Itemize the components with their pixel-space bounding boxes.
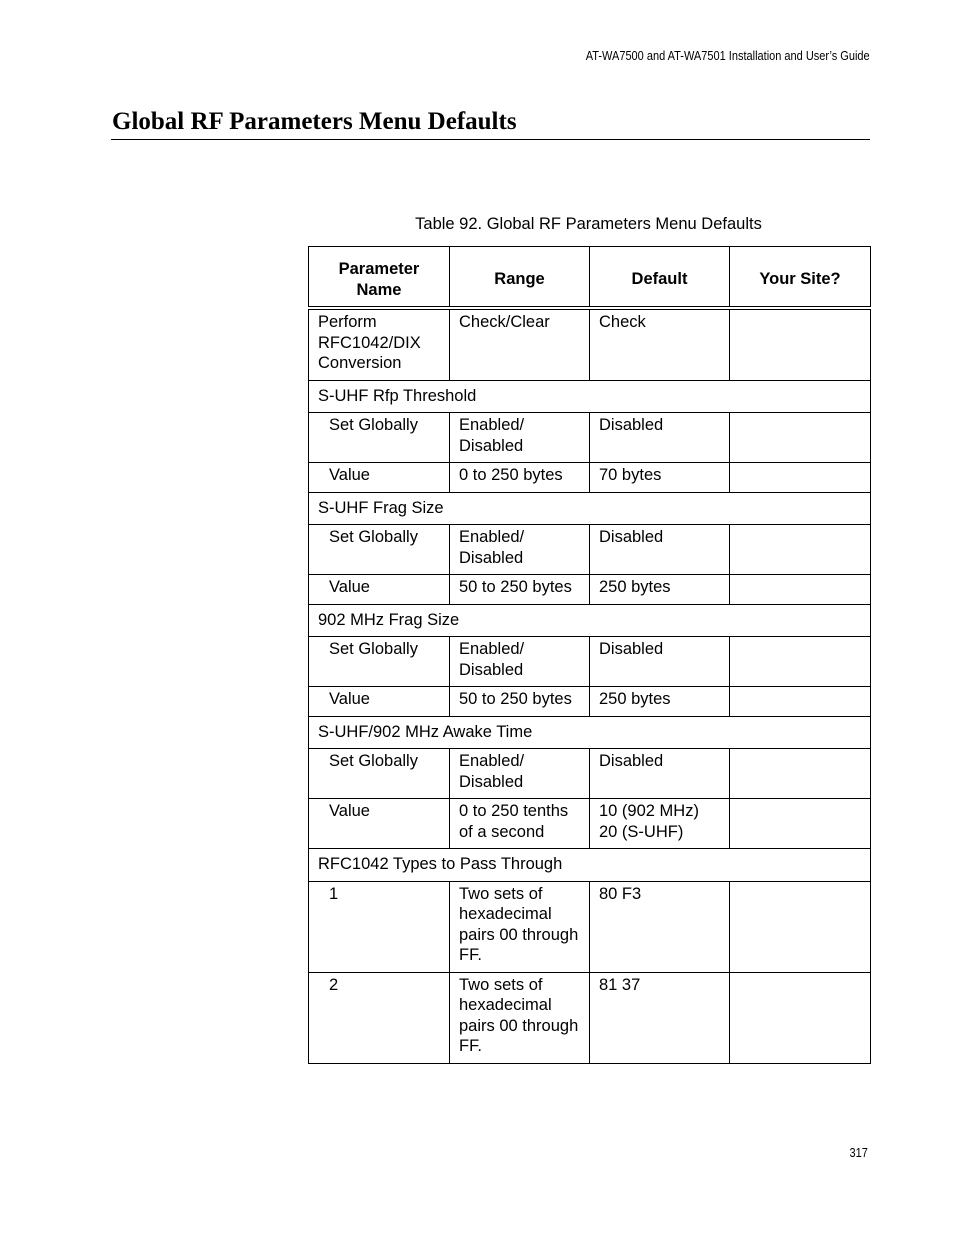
default-cell: Disabled bbox=[590, 413, 730, 463]
parameter-cell: Set Globally bbox=[309, 525, 450, 575]
table-row bbox=[309, 687, 871, 717]
parameter-cell: 2 bbox=[309, 972, 450, 1063]
table-body bbox=[309, 308, 871, 1063]
group-label: S-UHF/902 MHz Awake Time bbox=[309, 716, 871, 749]
parameter-cell: Value bbox=[309, 575, 450, 605]
page-title: Global RF Parameters Menu Defaults bbox=[112, 108, 517, 135]
header-default: Default bbox=[590, 247, 730, 309]
table-row bbox=[309, 799, 871, 849]
running-header: AT-WA7500 and AT-WA7501 Installation and User’s Guide bbox=[586, 49, 870, 63]
parameter-cell: Set Globally bbox=[309, 749, 450, 799]
your-site-cell bbox=[730, 525, 871, 575]
default-cell: Disabled bbox=[590, 525, 730, 575]
default-cell: Disabled bbox=[590, 749, 730, 799]
range-cell: 0 to 250 bytes bbox=[450, 463, 590, 493]
header-your-site: Your Site? bbox=[730, 247, 871, 309]
range-cell: Enabled/ Disabled bbox=[450, 413, 590, 463]
title-rule bbox=[111, 139, 870, 140]
range-cell: 0 to 250 tenths of a second bbox=[450, 799, 590, 849]
your-site-cell bbox=[730, 687, 871, 717]
table-row bbox=[309, 463, 871, 493]
table-row bbox=[309, 308, 871, 380]
default-cell: 10 (902 MHz) 20 (S-UHF) bbox=[590, 799, 730, 849]
your-site-cell bbox=[730, 972, 871, 1063]
table-row bbox=[309, 881, 871, 972]
range-cell: Check/Clear bbox=[450, 308, 590, 380]
header-range: Range bbox=[450, 247, 590, 309]
group-label: S-UHF Rfp Threshold bbox=[309, 380, 871, 413]
default-cell: Disabled bbox=[590, 637, 730, 687]
table-row bbox=[309, 575, 871, 605]
default-cell: 70 bytes bbox=[590, 463, 730, 493]
your-site-cell bbox=[730, 308, 871, 380]
header-parameter-name: Parameter Name bbox=[309, 247, 450, 309]
table-row bbox=[309, 972, 871, 1063]
table-group-row bbox=[309, 849, 871, 882]
default-cell: 250 bytes bbox=[590, 687, 730, 717]
table-group-row bbox=[309, 716, 871, 749]
default-cell: Check bbox=[590, 308, 730, 380]
table-group-row bbox=[309, 604, 871, 637]
range-cell: 50 to 250 bytes bbox=[450, 687, 590, 717]
parameter-cell: Set Globally bbox=[309, 413, 450, 463]
parameter-cell: 1 bbox=[309, 881, 450, 972]
your-site-cell bbox=[730, 881, 871, 972]
parameter-cell: Value bbox=[309, 463, 450, 493]
table-row bbox=[309, 637, 871, 687]
table-group-row bbox=[309, 380, 871, 413]
range-cell: Enabled/ Disabled bbox=[450, 525, 590, 575]
your-site-cell bbox=[730, 637, 871, 687]
table-row bbox=[309, 525, 871, 575]
parameter-cell: Perform RFC1042/DIX Conversion bbox=[309, 308, 450, 380]
group-label: RFC1042 Types to Pass Through bbox=[309, 849, 871, 882]
your-site-cell bbox=[730, 413, 871, 463]
range-cell: Two sets of hexadecimal pairs 00 through FF. bbox=[450, 972, 590, 1063]
range-cell: Two sets of hexadecimal pairs 00 through FF. bbox=[450, 881, 590, 972]
range-cell: Enabled/ Disabled bbox=[450, 749, 590, 799]
default-cell: 250 bytes bbox=[590, 575, 730, 605]
parameter-cell: Value bbox=[309, 799, 450, 849]
table-caption: Table 92. Global RF Parameters Menu Defaults bbox=[415, 215, 762, 233]
your-site-cell bbox=[730, 799, 871, 849]
table-group-row bbox=[309, 492, 871, 525]
defaults-table bbox=[308, 246, 871, 1064]
your-site-cell bbox=[730, 463, 871, 493]
your-site-cell bbox=[730, 749, 871, 799]
group-label: 902 MHz Frag Size bbox=[309, 604, 871, 637]
parameter-cell: Set Globally bbox=[309, 637, 450, 687]
page-number: 317 bbox=[849, 1146, 868, 1160]
range-cell: 50 to 250 bytes bbox=[450, 575, 590, 605]
group-label: S-UHF Frag Size bbox=[309, 492, 871, 525]
table-header-row bbox=[309, 247, 871, 309]
your-site-cell bbox=[730, 575, 871, 605]
table-row bbox=[309, 413, 871, 463]
table-row bbox=[309, 749, 871, 799]
range-cell: Enabled/ Disabled bbox=[450, 637, 590, 687]
default-cell: 80 F3 bbox=[590, 881, 730, 972]
default-cell: 81 37 bbox=[590, 972, 730, 1063]
parameter-cell: Value bbox=[309, 687, 450, 717]
